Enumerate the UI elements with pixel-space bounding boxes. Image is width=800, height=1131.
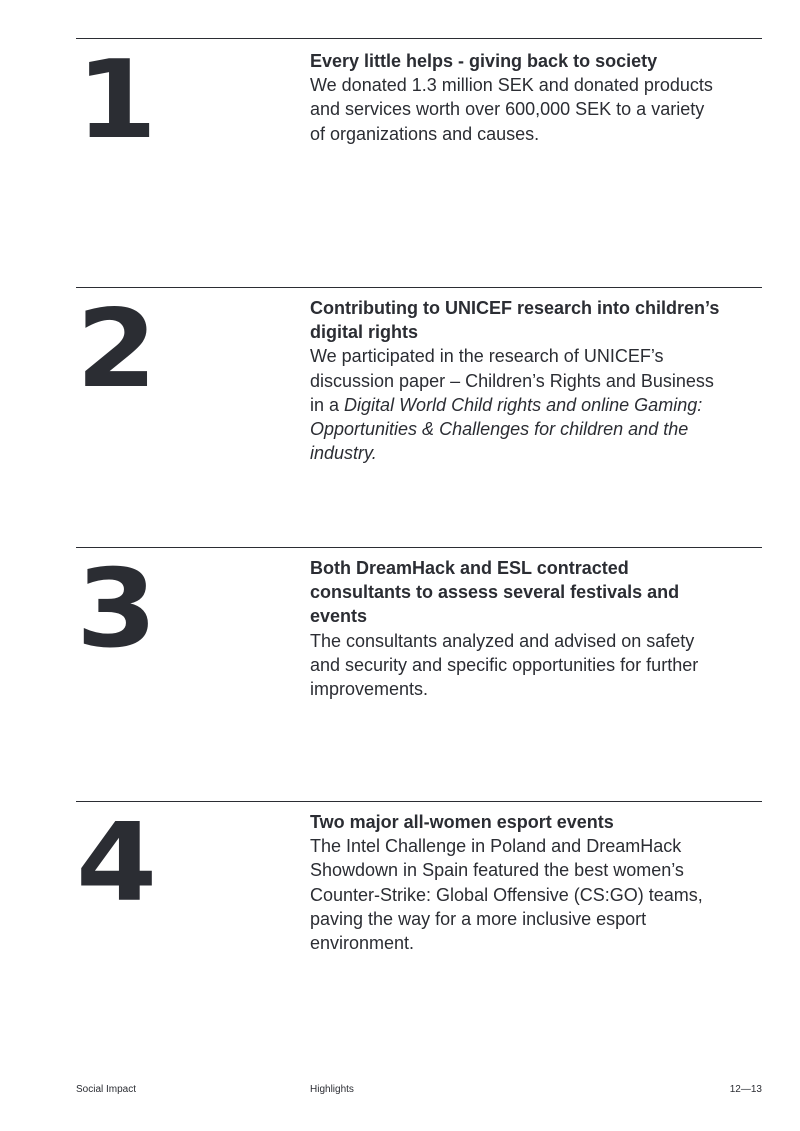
highlight-text	[310, 296, 720, 465]
highlight-number: 4	[76, 801, 153, 926]
highlight-text	[310, 556, 720, 701]
highlight-section-2	[76, 287, 762, 464]
footer-subsection-label: Highlights	[310, 1084, 354, 1095]
footer-page-numbers: 12—13	[729, 1084, 762, 1095]
highlight-body-italic: Digital World Child rights and online Gaming: Opportunities & Challenges for children and the industry.	[310, 394, 703, 464]
highlight-heading: Contributing to UNICEF research into children’s digital rights	[310, 298, 720, 343]
highlight-body: The consultants analyzed and advised on safety and security and specific opportunities for further improvements.	[310, 630, 699, 700]
highlight-heading: Two major all-women esport events	[310, 812, 614, 832]
highlight-section-4	[76, 801, 762, 954]
highlight-heading: Every little helps - giving back to society	[310, 51, 658, 71]
highlight-number: 3	[76, 547, 153, 672]
highlight-number: 2	[76, 287, 153, 412]
highlight-section-3	[76, 547, 762, 700]
highlight-body: We donated 1.3 million SEK and donated products and services worth over 600,000 SEK to a variety of organizations and causes.	[310, 75, 713, 144]
highlight-section-1	[76, 38, 762, 163]
highlight-heading: Both DreamHack and ESL contracted consultants to assess several festivals and events	[310, 558, 680, 627]
highlight-text	[310, 49, 720, 146]
highlight-body	[310, 344, 720, 465]
highlight-body: The Intel Challenge in Poland and DreamHack Showdown in Spain featured the best women’s Counter-Strike: Global Offensive (CS:GO) teams, paving the way for a more inclusive esport environment.	[310, 836, 703, 954]
highlight-body-regular: We participated in the research of UNICEF’s discussion paper – Children’s Rights and Business in a	[310, 346, 714, 415]
highlight-number: 1	[76, 38, 153, 163]
footer-section-label: Social Impact	[76, 1084, 137, 1095]
highlight-text	[310, 810, 720, 955]
